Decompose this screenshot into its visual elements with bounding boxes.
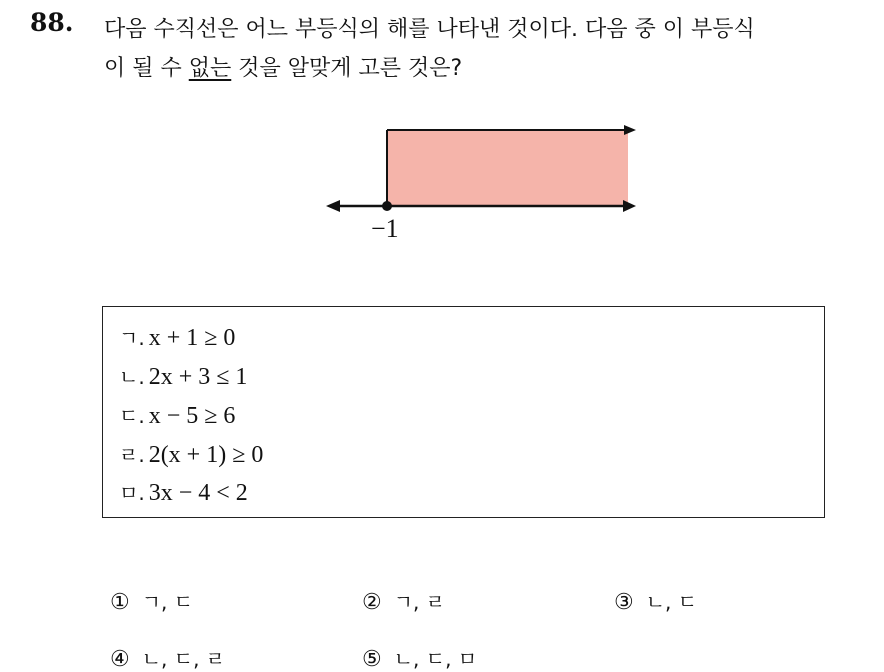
question-number: 88. <box>30 8 74 37</box>
choice-text: ㄴ, ㄷ, ㄹ <box>141 647 226 671</box>
choice-number: ④ <box>110 647 130 672</box>
option-item <box>119 400 235 430</box>
choice-5[interactable] <box>362 643 477 672</box>
closed-point <box>382 201 392 211</box>
options-box <box>102 306 825 518</box>
option-item <box>119 361 247 391</box>
choice-number: ② <box>362 590 382 615</box>
solution-arrow-head <box>624 125 636 135</box>
choice-4[interactable] <box>110 643 225 672</box>
choice-3[interactable] <box>614 586 697 615</box>
option-item <box>119 322 235 352</box>
question-line-2 <box>104 51 462 82</box>
question-line-2-start: 이 될 수 <box>104 56 189 81</box>
number-line-figure <box>318 118 648 248</box>
option-expression: 3x − 4 < 2 <box>148 480 248 506</box>
option-mark: ㄷ. <box>119 404 145 428</box>
choice-2[interactable] <box>362 586 445 615</box>
option-mark: ㄹ. <box>119 443 145 467</box>
option-item <box>119 477 248 507</box>
choice-number: ① <box>110 590 130 615</box>
choice-text: ㄴ, ㄷ, ㅁ <box>393 647 478 671</box>
option-mark: ㄴ. <box>119 365 145 389</box>
option-expression: x + 1 ≥ 0 <box>148 325 236 351</box>
choice-text: ㄱ, ㄷ <box>141 590 194 614</box>
axis-left-arrow-head <box>326 200 340 212</box>
option-expression: x − 5 ≥ 6 <box>148 403 236 429</box>
choice-number: ③ <box>614 590 634 615</box>
solution-shaded-region <box>387 130 628 206</box>
question-underlined-word: 없는 <box>188 56 232 81</box>
axis-right-arrow-head <box>623 200 636 212</box>
question-line-1: 다음 수직선은 어느 부등식의 해를 나타낸 것이다. 다음 중 이 부등식 <box>104 17 755 42</box>
point-label: −1 <box>371 214 399 243</box>
choice-text: ㄴ, ㄷ <box>645 590 698 614</box>
option-expression: 2x + 3 ≤ 1 <box>148 364 248 390</box>
choice-1[interactable] <box>110 586 193 615</box>
option-mark: ㄱ. <box>119 326 145 350</box>
option-item <box>119 439 263 469</box>
choice-text: ㄱ, ㄹ <box>393 590 446 614</box>
choice-number: ⑤ <box>362 647 382 672</box>
option-mark: ㅁ. <box>119 481 145 505</box>
option-expression: 2(x + 1) ≥ 0 <box>148 442 264 468</box>
question-line-2-end: 것을 알맞게 고른 것은? <box>231 56 463 81</box>
